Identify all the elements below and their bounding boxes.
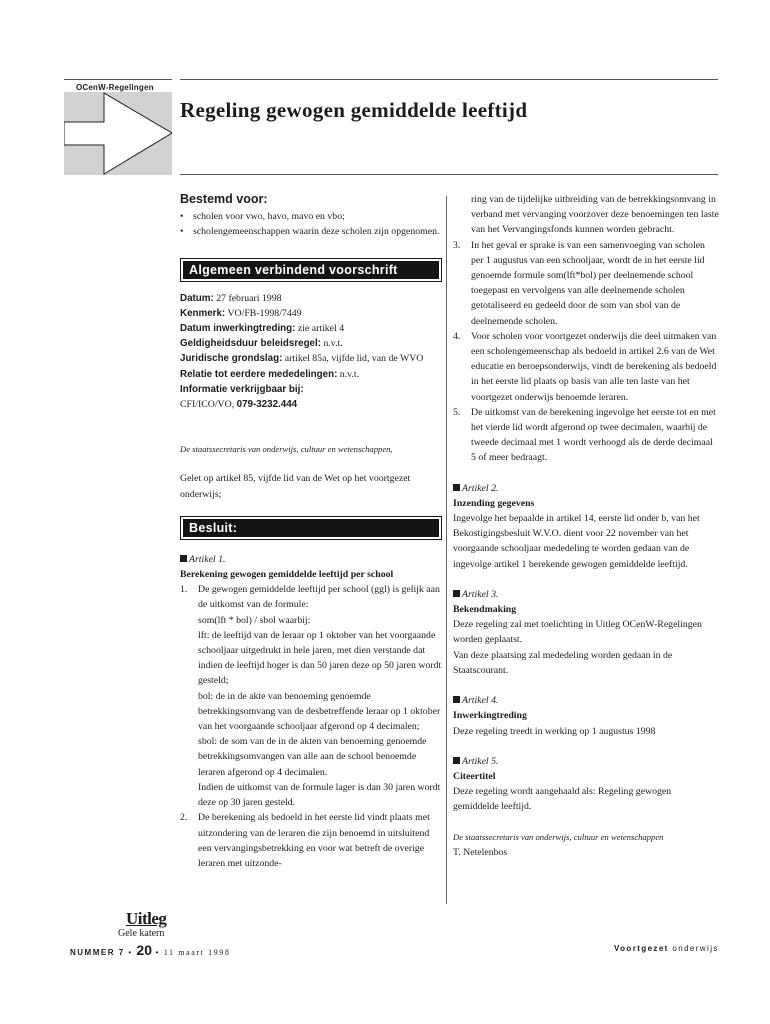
top-rule: [64, 79, 172, 80]
artikel3-label: Artikel 3.: [453, 587, 719, 602]
bestemd-item: • scholen voor vwo, havo, mavo en vbo;: [180, 209, 442, 224]
staatssecretaris-line: De staatssecretaris van onderwijs, cultuur en wetenschappen,: [180, 444, 393, 455]
artikel1-item-2-continued: ring van de tijdelijke uitbreiding van de betrekkingsomvang in verband met vervanging voorzover deze benoemingen ten laste van het Vervangingsfonds kunnen worden gebracht.: [471, 194, 719, 236]
footer-issue: NUMMER 7 • 20 • 11 maart 1998: [70, 942, 231, 958]
meta-geldigheidsduur: Geldigheidsduur beleidsregel: n.v.t.: [180, 338, 343, 350]
square-marker-icon: [453, 696, 460, 703]
meta-datum: Datum: 27 februari 1998: [180, 292, 282, 304]
signature-name: T. Netelenbos: [453, 846, 508, 858]
besluit-heading-box: [180, 516, 442, 540]
artikel1-item-4: 4. Voor scholen voor voortgezet onderwijs die deel uitmaken van een scholengemeenschap als bedoeld in artikel 2.6 van de Wet educatie en beroepsonderwijs, vindt de berekening als bedoeld in het eerste lid plaats op basis van alle ten laste van het voortgezet onderwijs benoemde leraren.: [453, 330, 717, 403]
logo-title: Uitleg: [126, 909, 167, 928]
title-rule: [180, 174, 718, 175]
artikel1-item-1: 1. De gewogen gemiddelde leeftijd per school (ggl) is gelijk aan de uitkomst van de formule:: [180, 584, 440, 611]
lft-definition: lft: de leeftijd van de leraar op 1 oktober van het voorgaande schooljaar uitgedrukt in hele jaren, met dien verstande dat indien de leeftijd hoger is dan 50 jaren deze op 50 jaren wordt gesteld;: [198, 629, 442, 687]
issue-number: NUMMER 7: [70, 948, 125, 957]
artikel4-title: Inwerkingtreding: [453, 710, 527, 722]
artikel1-item-2: 2. De berekening als bedoeld in het eerste lid vindt plaats met uitzondering van de leraren die zijn benoemd in uitsluitend een vervangingsbetrekking en voor wat betreft de overige leraren met uitzonde-: [180, 812, 430, 869]
artikel1-title: Berekening gewogen gemiddelde leeftijd per school: [180, 569, 394, 581]
bestemd-heading: Bestemd voor:: [180, 192, 268, 206]
right-column: [453, 192, 719, 860]
top-rule-right: [180, 79, 718, 80]
square-marker-icon: [453, 590, 460, 597]
voorschrift-heading-box: [180, 258, 442, 282]
artikel4-text: Deze regeling treedt in werking op 1 augustus 1998: [453, 725, 656, 737]
formula: som(lft * bol) / sbol waarbij:: [198, 614, 311, 626]
artikel5-title: Citeertitel: [453, 770, 496, 782]
artikel1-item-5: 5. De uitkomst van de berekening ingevolge het eerste tot en met het vierde lid wordt afgerond op twee decimalen, waarbij de tweede decimaal met 1 wordt verhoogd als de derde decimaal 5 of meer bedraagt.: [453, 406, 716, 464]
signature-line: De staatssecretaris van onderwijs, cultuur en wetenschappen: [453, 831, 664, 842]
arrow-icon: [64, 92, 172, 175]
artikel2-title: Inzending gegevens: [453, 497, 535, 509]
gelet-text: Gelet op artikel 85, vijfde lid van de Wet op het voortgezet onderwijs;: [180, 473, 411, 500]
artikel1-item-3: 3. In het geval er sprake is van een samenvoeging van scholen per 1 augustus van een schooljaar, wordt de in het eerste lid genoemde formule som(lft*bol) per deelnemende school toegepast en vervolgens van alle deelnemende scholen getotaliseerd en gedeeld door de som van sbol van de deelnemende scholen.: [453, 239, 705, 327]
artikel5-text: Deze regeling wordt aangehaald als: Regeling gewogen gemiddelde leeftijd.: [453, 786, 672, 813]
artikel4-label: Artikel 4.: [453, 693, 719, 708]
artikel2-label: Artikel 2.: [453, 481, 719, 496]
bestemd-item: • scholengemeenschappen waarin deze scholen zijn opgenomen.: [180, 224, 442, 239]
left-column: [180, 192, 442, 871]
uitleg-logo: [118, 909, 182, 943]
voorschrift-heading: Algemeen verbindend voorschrift: [183, 261, 439, 279]
artikel5-label: Artikel 5.: [453, 754, 719, 769]
artikel3-title: Bekendmaking: [453, 604, 517, 616]
indien-text: Indien de uitkomst van de formule lager is dan 30 jaren wordt deze op 30 jaren gesteld.: [198, 781, 441, 809]
besluit-heading: Besluit:: [183, 519, 439, 537]
square-marker-icon: [453, 757, 460, 764]
artikel2-text: Ingevolge het bepaalde in artikel 14, eerste lid onder b, van het Bekostigingsbesluit W.V.O. dient voor 22 november van het voorgaande schooljaar mededeling te worden gedaan van de ingevolge artikel 1 berekende gewogen gemiddelde leeftijd.: [453, 513, 700, 570]
meta-inwerkingtreding: Datum inwerkingtreding: zie artikel 4: [180, 323, 345, 335]
artikel3-text-1: Deze regeling zal met toelichting in Uitleg OCenW-Regelingen worden geplaatst.: [453, 619, 702, 646]
sbol-definition: sbol: de som van de in de akten van benoeming genoemde betrekkingsomvangen van alle aan de school benoemde leraren afgerond op 4 decimalen.: [198, 736, 427, 778]
meta-informatie-value: CFI/ICO/VO, 079-3232.444: [180, 399, 298, 411]
meta-informatie: Informatie verkrijgbaar bij:: [180, 383, 304, 395]
artikel1-label: Artikel 1.: [180, 552, 442, 567]
meta-grondslag: Juridische grondslag: artikel 85a, vijfde lid, van de WVO: [180, 353, 424, 365]
bol-definition: bol: de in de akte van benoeming genoemde betrekkingsomvang van de desbetreffende leraar op 1 oktober van het voorgaande schooljaar afgerond op 4 decimalen;: [198, 690, 441, 733]
footer-section: Voortgezet onderwijs: [614, 944, 719, 953]
logo-subtitle: Gele katern: [118, 928, 165, 939]
artikel3-text-2: Van deze plaatsing zal mededeling worden gedaan in de Staatscourant.: [453, 649, 673, 676]
square-marker-icon: [453, 484, 460, 491]
page-number: 20: [136, 942, 152, 958]
series-label: OCenW-Regelingen: [76, 83, 154, 92]
meta-kenmerk: Kenmerk: VO/FB-1998/7449: [180, 307, 302, 319]
page-title: Regeling gewogen gemiddelde leeftijd: [180, 98, 528, 122]
meta-relatie: Relatie tot eerdere mededelingen: n.v.t.: [180, 368, 360, 380]
issue-date: 11 maart 1998: [163, 948, 231, 957]
arrow-panel: [64, 92, 172, 175]
square-marker-icon: [180, 555, 187, 562]
column-divider: [446, 196, 447, 904]
